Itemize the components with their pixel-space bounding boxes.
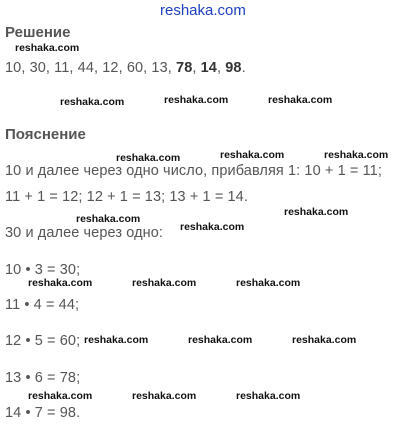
explanation-line-4: 10 • 3 = 30; bbox=[5, 262, 81, 278]
watermark: reshaka.com bbox=[284, 206, 349, 218]
watermark: reshaka.com bbox=[15, 42, 80, 54]
watermark: reshaka.com bbox=[324, 149, 389, 161]
period: . bbox=[241, 60, 246, 76]
explanation-line-1: 10 и далее через одно число, прибавляя 1: 10 + 1 = 11; bbox=[5, 163, 382, 179]
explanation-line-8: 14 • 7 = 98. bbox=[5, 405, 81, 421]
watermark: reshaka.com bbox=[292, 334, 357, 346]
explanation-line-7: 13 • 6 = 78; bbox=[5, 370, 81, 386]
watermark: reshaka.com bbox=[236, 390, 301, 402]
separator: , bbox=[216, 60, 226, 76]
explanation-line-6: 12 • 5 = 60; bbox=[5, 333, 81, 349]
watermark: reshaka.com bbox=[132, 277, 197, 289]
watermark: reshaka.com bbox=[60, 96, 125, 108]
explanation-line-3: 30 и далее через одно: bbox=[5, 225, 164, 241]
watermark: reshaka.com bbox=[28, 277, 93, 289]
watermark: reshaka.com bbox=[220, 149, 285, 161]
site-title[interactable]: reshaka.com bbox=[160, 2, 246, 19]
watermark: reshaka.com bbox=[268, 94, 333, 106]
answer-2: 14 bbox=[200, 60, 217, 76]
explanation-line-5: 11 • 4 = 44; bbox=[5, 297, 80, 313]
watermark: reshaka.com bbox=[180, 221, 245, 233]
explanation-line-2: 11 + 1 = 12; 12 + 1 = 13; 13 + 1 = 14. bbox=[5, 189, 248, 205]
solution-sequence bbox=[5, 60, 246, 76]
answer-3: 98 bbox=[225, 60, 242, 76]
watermark: reshaka.com bbox=[188, 334, 253, 346]
solution-heading: Решение bbox=[5, 24, 71, 41]
watermark: reshaka.com bbox=[132, 390, 197, 402]
watermark: reshaka.com bbox=[164, 94, 229, 106]
answer-1: 78 bbox=[176, 60, 193, 76]
sequence-prefix: 10, 30, 11, 44, 12, 60, 13, bbox=[5, 60, 177, 76]
watermark: reshaka.com bbox=[28, 390, 93, 402]
watermark: reshaka.com bbox=[116, 152, 181, 164]
explanation-heading: Пояснение bbox=[5, 126, 86, 143]
watermark: reshaka.com bbox=[84, 334, 149, 346]
watermark: reshaka.com bbox=[76, 213, 141, 225]
watermark: reshaka.com bbox=[236, 277, 301, 289]
separator: , bbox=[192, 60, 201, 76]
